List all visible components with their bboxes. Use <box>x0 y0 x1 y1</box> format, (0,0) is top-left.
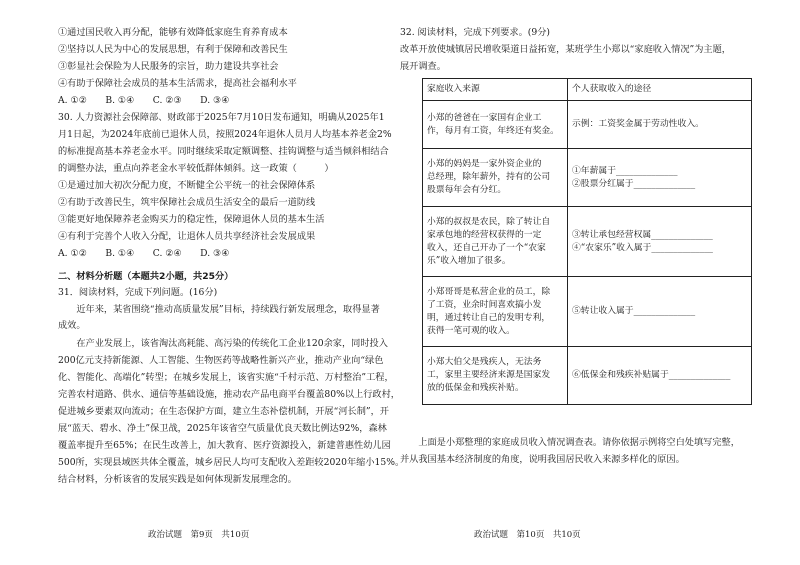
table-header-cell: 家庭收入来源 <box>423 79 568 101</box>
q31-material-line: 500所，实现县域医共体全覆盖，城乡居民人均可支配收入差距较2020年缩小15%。 <box>58 457 405 468</box>
q30-option-2: ②有助于改善民生，筑牢保障社会成员生活安全的最后一道防线 <box>58 197 316 208</box>
q31-intro: 31．阅读材料，完成下列问题。(16分) <box>58 287 218 298</box>
path-cell: 示例：工资奖金属于劳动性收入。 <box>568 101 752 149</box>
q31-material-line: 200亿元支持新能源、人工智能、生物医药等战略性新兴产业，推动产业向“绿色 <box>58 355 384 366</box>
q29-option-1: ①通过国民收入再分配，能够有效降低家庭生育养育成本 <box>58 27 288 38</box>
right-footer: 政治试题 第10页 共10页 <box>474 530 581 540</box>
source-cell: 小郑的叔叔是农民，除了转让自 家承包地的经营权获得的一定 收入，还自己开办了一个“农家 乐”收入增加了很多。 <box>423 207 568 277</box>
table-header-row <box>423 79 752 101</box>
q30-option-4: ④有利于完善个人收入分配，让退休人员共享经济社会发展成果 <box>58 231 316 242</box>
q31-material-line: 展“蓝天、碧水、净土”保卫战，2025年该省空气质量优良天数比例达92%，森林 <box>58 423 387 434</box>
q31-material-line: 完善农村道路、供水、通信等基础设施，推动农产品电商平台覆盖80%以上行政村， <box>58 389 400 400</box>
source-cell: 小郑大伯父是残疾人，无法务 工，家里主要经济来源是国家发 放的低保金和残疾补贴。 <box>423 347 568 405</box>
q31-question: 结合材料，分析该省的发展实践是如何体现新发展理念的。 <box>58 474 297 485</box>
table-row <box>423 277 752 347</box>
q32-intro: 32. 阅读材料，完成下列要求。(9分) <box>400 27 550 38</box>
q30-line-1: 30. 人力资源社会保障部、财政部于2025年7月10日发布通知，明确从2025年1 <box>58 112 385 123</box>
table-row <box>423 207 752 277</box>
source-cell: 小郑的爸爸在一家国有企业工 作，每月有工资，年终还有奖金。 <box>423 101 568 149</box>
source-cell: 小郑哥哥是私营企业的员工，除 了工资，业余时间喜欢搞小发 明，通过转让自己的发明专利， 获得一笔可观的收入。 <box>423 277 568 347</box>
q29-choices: A. ①② B. ①④ C. ②③ D. ③④ <box>58 95 230 106</box>
q30-line-3: 的标准提高基本养老金水平。同时继续采取定额调整、挂钩调整与适当倾斜相结合 <box>58 146 389 157</box>
q30-line-4: 的调整办法，重点向养老金水平较低群体倾斜。这一政策（ ） <box>58 163 334 174</box>
q31-material-line: 近年来，某省围绕“推动高质量发展”目标，持续践行新发展理念，取得显著 <box>58 304 380 315</box>
answer-blank-3[interactable]: ③转让承包经营权属______________ <box>572 229 713 240</box>
left-footer: 政治试题 第9页 共10页 <box>148 530 250 540</box>
source-cell: 小郑的妈妈是一家外资企业的 总经理，除年薪外，持有的公司 股票每年会有分红。 <box>423 149 568 207</box>
answer-blank-1[interactable]: ①年薪属于______________ <box>572 165 678 176</box>
answer-blank-2[interactable]: ②股票分红属于______________ <box>572 178 696 189</box>
q29-option-3: ③彰显社会保险为人民服务的宗旨，助力建设共享社会 <box>58 61 279 72</box>
q31-material-line: 在产业发展上，该省淘汰高耗能、高污染的传统化工企业120余家，同时投入 <box>58 338 388 349</box>
answer-blank-6[interactable]: ⑥低保金和残疾补贴属于______________ <box>572 370 731 380</box>
q32-material-line: 展开调查。 <box>400 61 446 72</box>
answer-blank-4[interactable]: ④“农家乐”收入属于______________ <box>572 242 713 253</box>
path-cell <box>568 149 752 207</box>
path-cell <box>568 347 752 405</box>
table-row <box>423 101 752 149</box>
q32-material-line: 改革开放使城镇居民增收渠道日益拓宽，某班学生小郑以“家庭收入情况”为主题， <box>400 44 731 55</box>
income-table <box>422 78 752 405</box>
table-header-cell: 个人获取收入的途径 <box>568 79 752 101</box>
q31-material-line: 成效。 <box>58 320 86 331</box>
q31-material-line: 促进城乡要素双向流动；在生态保护方面，建立生态补偿机制，开展“河长制”，开 <box>58 406 389 417</box>
path-cell <box>568 277 752 347</box>
q30-option-3: ③能更好地保障养老金购买力的稳定性，保障退休人员的基本生活 <box>58 214 325 225</box>
q30-option-1: ①是通过加大初次分配力度，不断健全公平统一的社会保障体系 <box>58 180 316 191</box>
table-row <box>423 347 752 405</box>
q30-line-2: 月1日起，为2024年底前已退休人员，按照2024年退休人员月人均基本养老金2% <box>58 129 392 140</box>
q29-option-4: ④有助于保障社会成员的基本生活需求，提高社会福利水平 <box>58 78 297 89</box>
table-row <box>423 149 752 207</box>
q30-choices: A. ①② B. ①④ C. ②④ D. ③④ <box>58 248 230 259</box>
q31-material-line: 覆盖率提升至65%；在民生改善上，加大教育、医疗资源投入，新建普惠性幼儿园 <box>58 440 391 451</box>
q32-task-line: 并从我国基本经济制度的角度，说明我国居民收入来源多样化的原因。 <box>400 454 685 465</box>
answer-blank-5[interactable]: ⑤转让收入属于______________ <box>572 306 696 316</box>
q32-task-line: 上面是小郑整理的家庭成员收入情况调查表。请你依据示例将空白处填写完整， <box>400 437 740 448</box>
section-heading: 二、材料分析题（本题共2小题，共25分） <box>58 271 234 282</box>
path-cell <box>568 207 752 277</box>
q29-option-2: ②坚持以人民为中心的发展思想，有利于保障和改善民生 <box>58 44 288 55</box>
q31-material-line: 化、智能化、高端化”转型；在城乡发展上，该省实施“千村示范、万村整治”工程， <box>58 372 394 383</box>
